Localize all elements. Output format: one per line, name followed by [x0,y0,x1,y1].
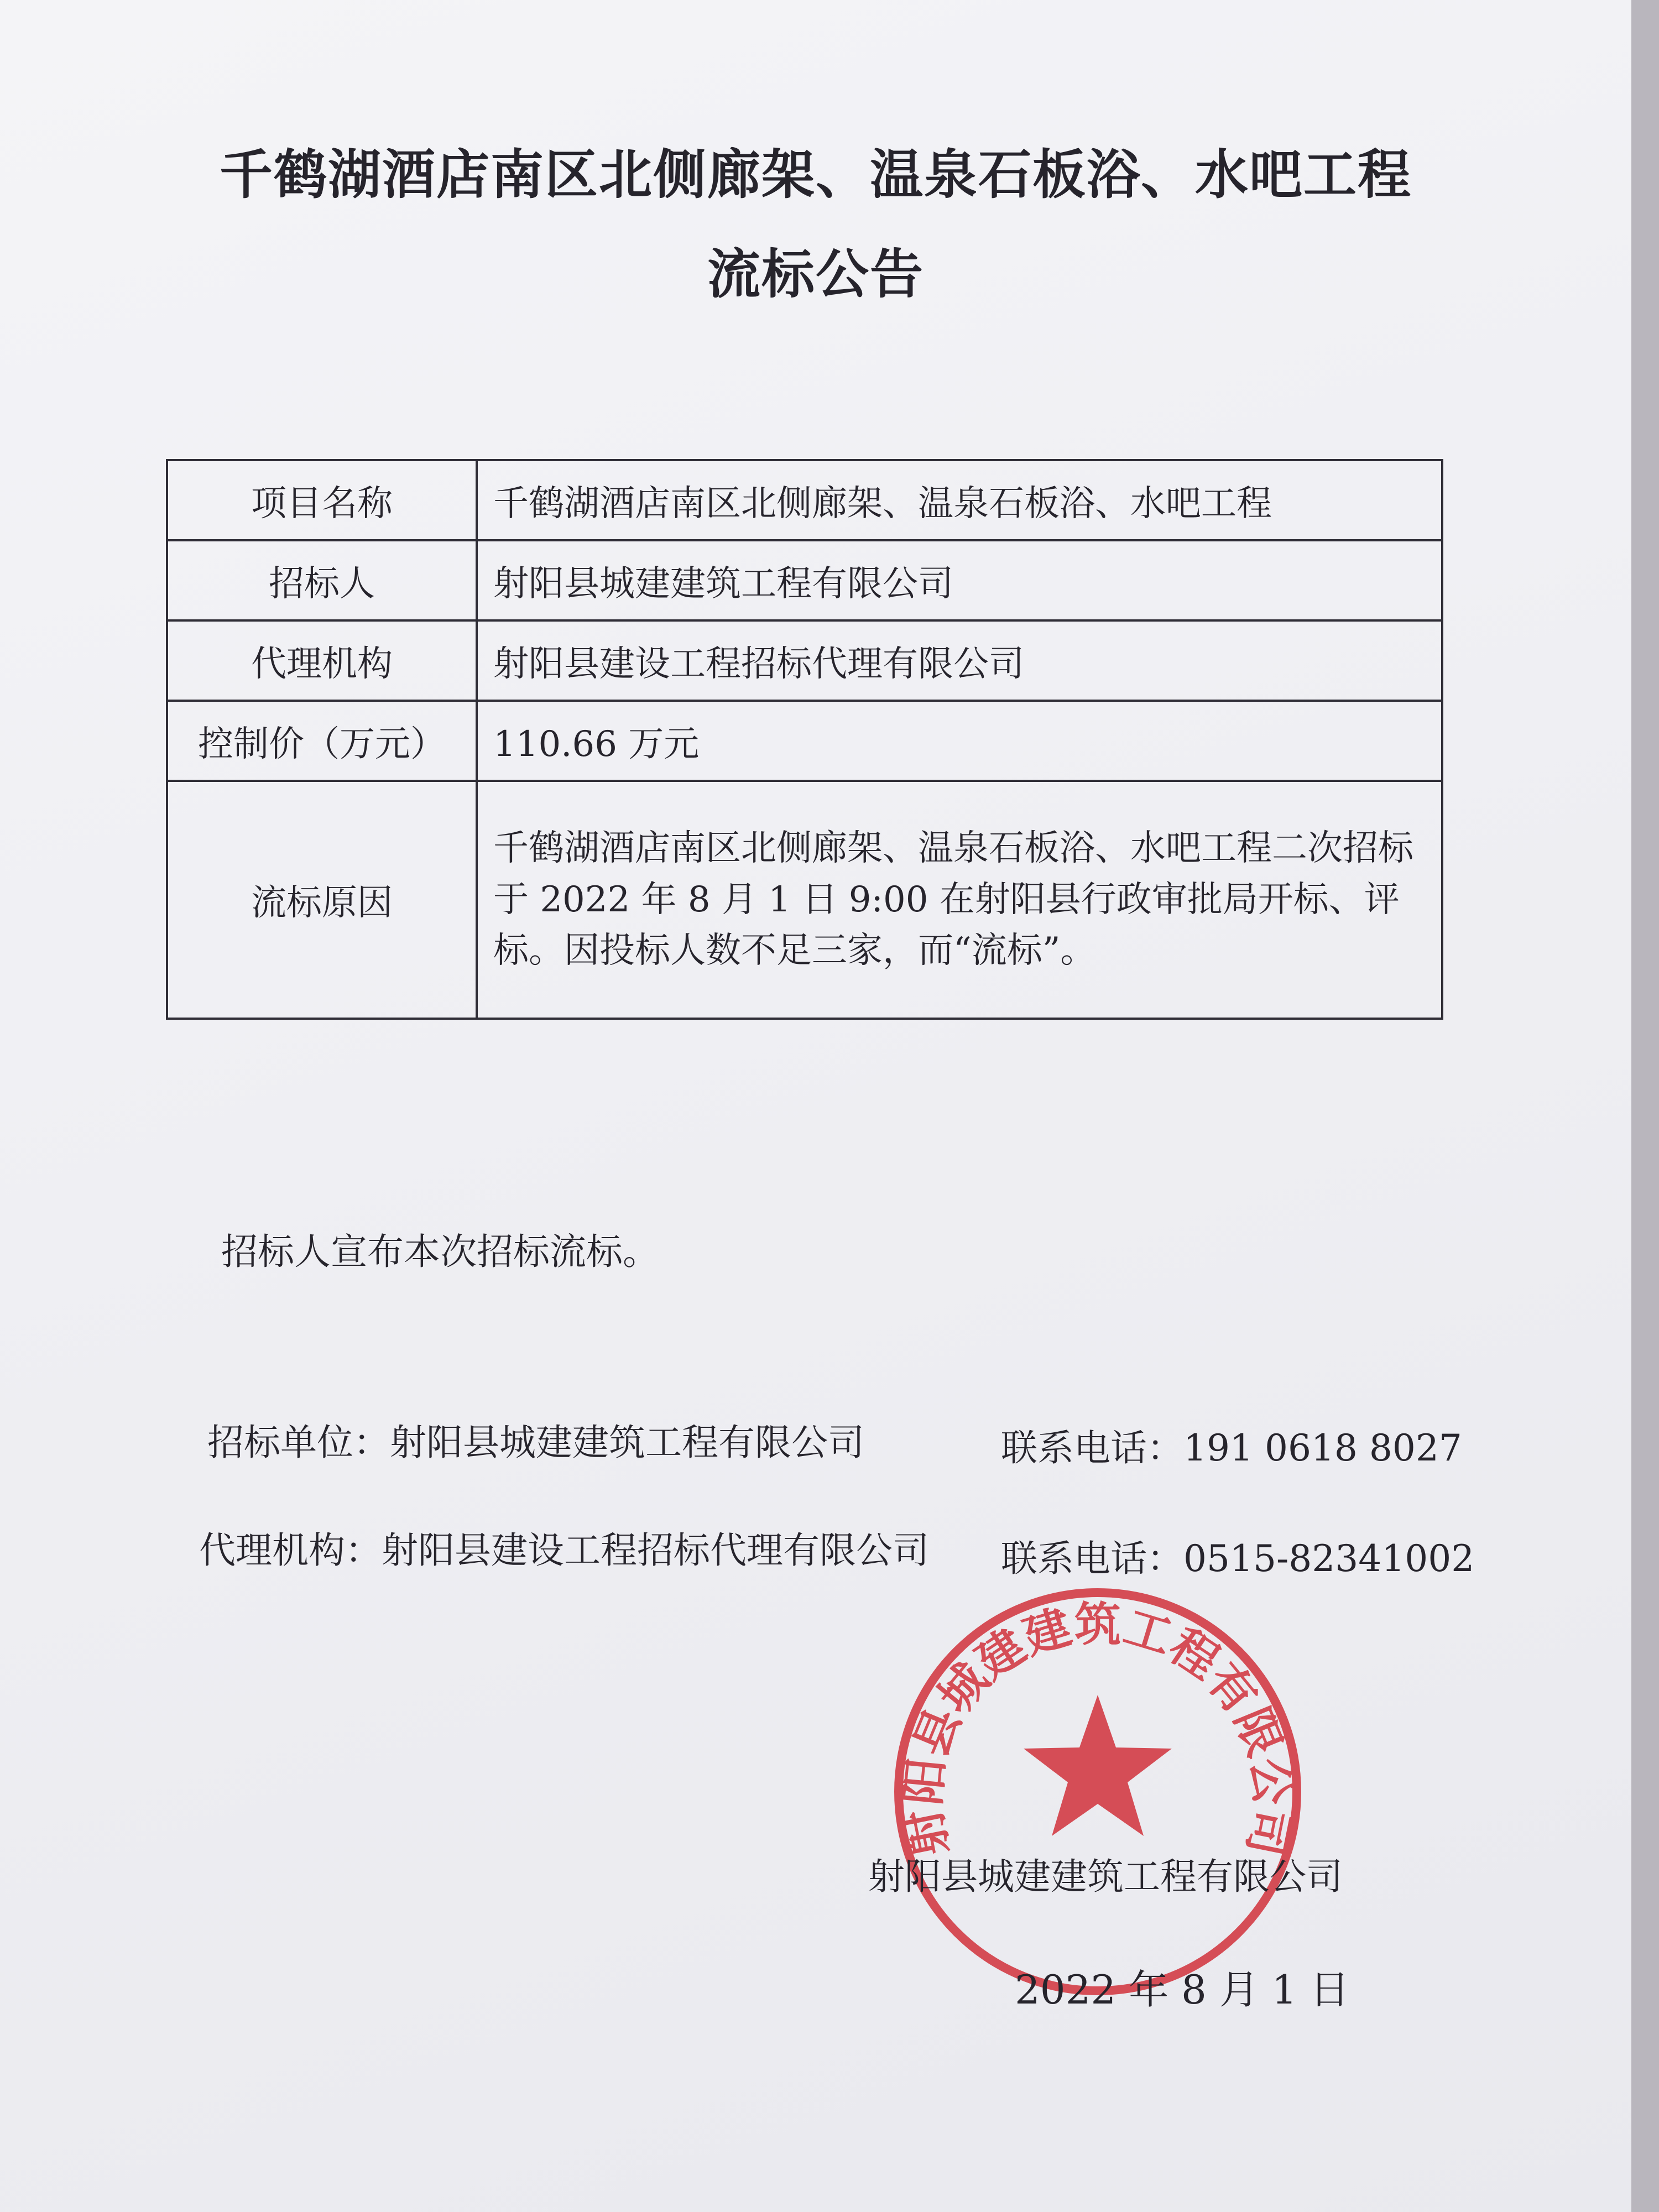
tenderer-phone: 联系电话：191 0618 8027 [1001,1427,1462,1469]
row-label: 项目名称 [167,460,477,540]
row-value: 110.66 万元 [477,701,1442,781]
document-title: 千鹤湖酒店南区北侧廊架、温泉石板浴、水吧工程 [220,143,1412,206]
star-icon [1024,1695,1172,1836]
row-value: 射阳县城建建筑工程有限公司 [477,540,1442,620]
row-label: 招标人 [167,540,477,620]
row-label: 代理机构 [167,620,477,701]
declaration-text: 招标人宣布本次招标流标。 [221,1230,659,1273]
table-row [167,620,1442,701]
row-value: 射阳县建设工程招标代理有限公司 [477,620,1442,701]
backdrop-edge [1631,0,1659,2212]
table-row [167,540,1442,620]
agency-phone: 联系电话：0515-82341002 [1001,1537,1475,1580]
seal-text: 射阳县城建建筑工程有限公司 [895,1597,1300,1861]
tenderer-line: 招标单位：射阳县城建建筑工程有限公司 [207,1421,864,1464]
row-label: 流标原因 [167,781,477,1019]
row-label: 控制价（万元） [167,701,477,781]
info-table [166,459,1443,1020]
signature-date: 2022 年 8 月 1 日 [1015,1966,1350,2013]
document-subtitle: 流标公告 [707,243,924,305]
row-value: 千鹤湖酒店南区北侧廊架、温泉石板浴、水吧工程二次招标于 2022 年 8 月 1 日 9:00 在射阳县行政审批局开标、评标。因投标人数不足三家，而“流标”。 [477,781,1442,1019]
table-row [167,701,1442,781]
table-row [167,781,1442,1019]
table-row [167,460,1442,540]
row-value: 千鹤湖酒店南区北侧廊架、温泉石板浴、水吧工程 [477,460,1442,540]
company-seal [888,1582,1308,2002]
agency-line: 代理机构：射阳县建设工程招标代理有限公司 [199,1529,929,1572]
signature-company: 射阳县城建建筑工程有限公司 [868,1855,1343,1898]
